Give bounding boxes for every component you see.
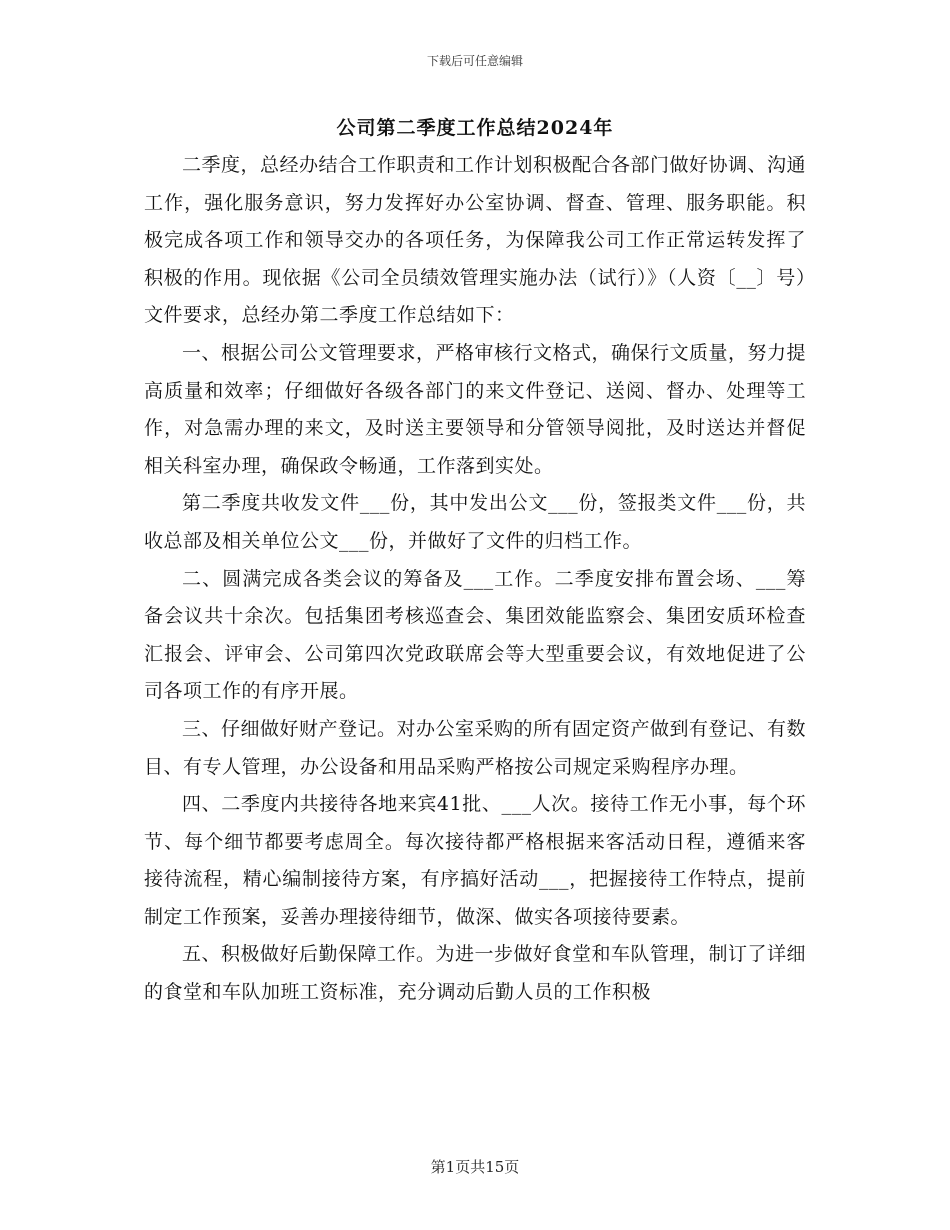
paragraph-file-stats: 第二季度共收发文件___份，其中发出公文___份，签报类文件___份，共收总部及相关单位公文___份，并做好了文件的归档工作。	[144, 492, 806, 552]
document-body	[144, 147, 806, 1012]
paragraph-item-1: 一、根据公司公文管理要求，严格审核行文格式，确保行文质量，努力提高质量和效率；仔细做好各级各部门的来文件登记、送阅、督办、处理等工作，对急需办理的来文，及时送主要领导和分管领导阅批，及时送达并督促相关科室办理，确保政令畅通，工作落到实处。	[144, 341, 807, 477]
paragraph-item-5: 五、积极做好后勤保障工作。为进一步做好食堂和车队管理，制订了详细的食堂和车队加班工资标准，充分调动后勤人员的工作积极	[144, 943, 807, 1004]
page-indicator: 第1页共15页	[430, 1158, 520, 1176]
paragraph-item-2: 二、圆满完成各类会议的筹备及___工作。二季度安排布置会场、___筹备会议共十余次。包括集团考核巡查会、集团效能监察会、集团安质环检查汇报会、评审会、公司第四次党政联席会等大型重要会议，有效地促进了公司各项工作的有序开展。	[144, 567, 806, 703]
paragraph-item-4: 四、二季度内共接待各地来宾41批、___人次。接待工作无小事，每个环节、每个细节都要考虑周全。每次接待都严格根据来客活动日程，遵循来客接待流程，精心编制接待方案，有序搞好活动___，把握接待工作特点，提前制定工作预案，妥善办理接待细节，做深、做实各项接待要素。	[144, 793, 806, 928]
document-title: 公司第二季度工作总结2024年	[336, 117, 614, 139]
paragraph-item-3: 三、仔细做好财产登记。对办公室采购的所有固定资产做到有登记、有数目、有专人管理，办公设备和用品采购严格按公司规定采购程序办理。	[144, 717, 807, 778]
header-note: 下载后可任意编辑	[426, 54, 523, 68]
paragraph-intro: 二季度，总经办结合工作职责和工作计划积极配合各部门做好协调、沟通工作，强化服务意识，努力发挥好办公室协调、督查、管理、服务职能。积极完成各项工作和领导交办的各项任务，为保障我公司工作正常运转发挥了积极的作用。现依据《公司全员绩效管理实施办法（试行）》（人资〔__〕号）文件要求，总经办第二季度工作总结如下：	[144, 154, 807, 327]
